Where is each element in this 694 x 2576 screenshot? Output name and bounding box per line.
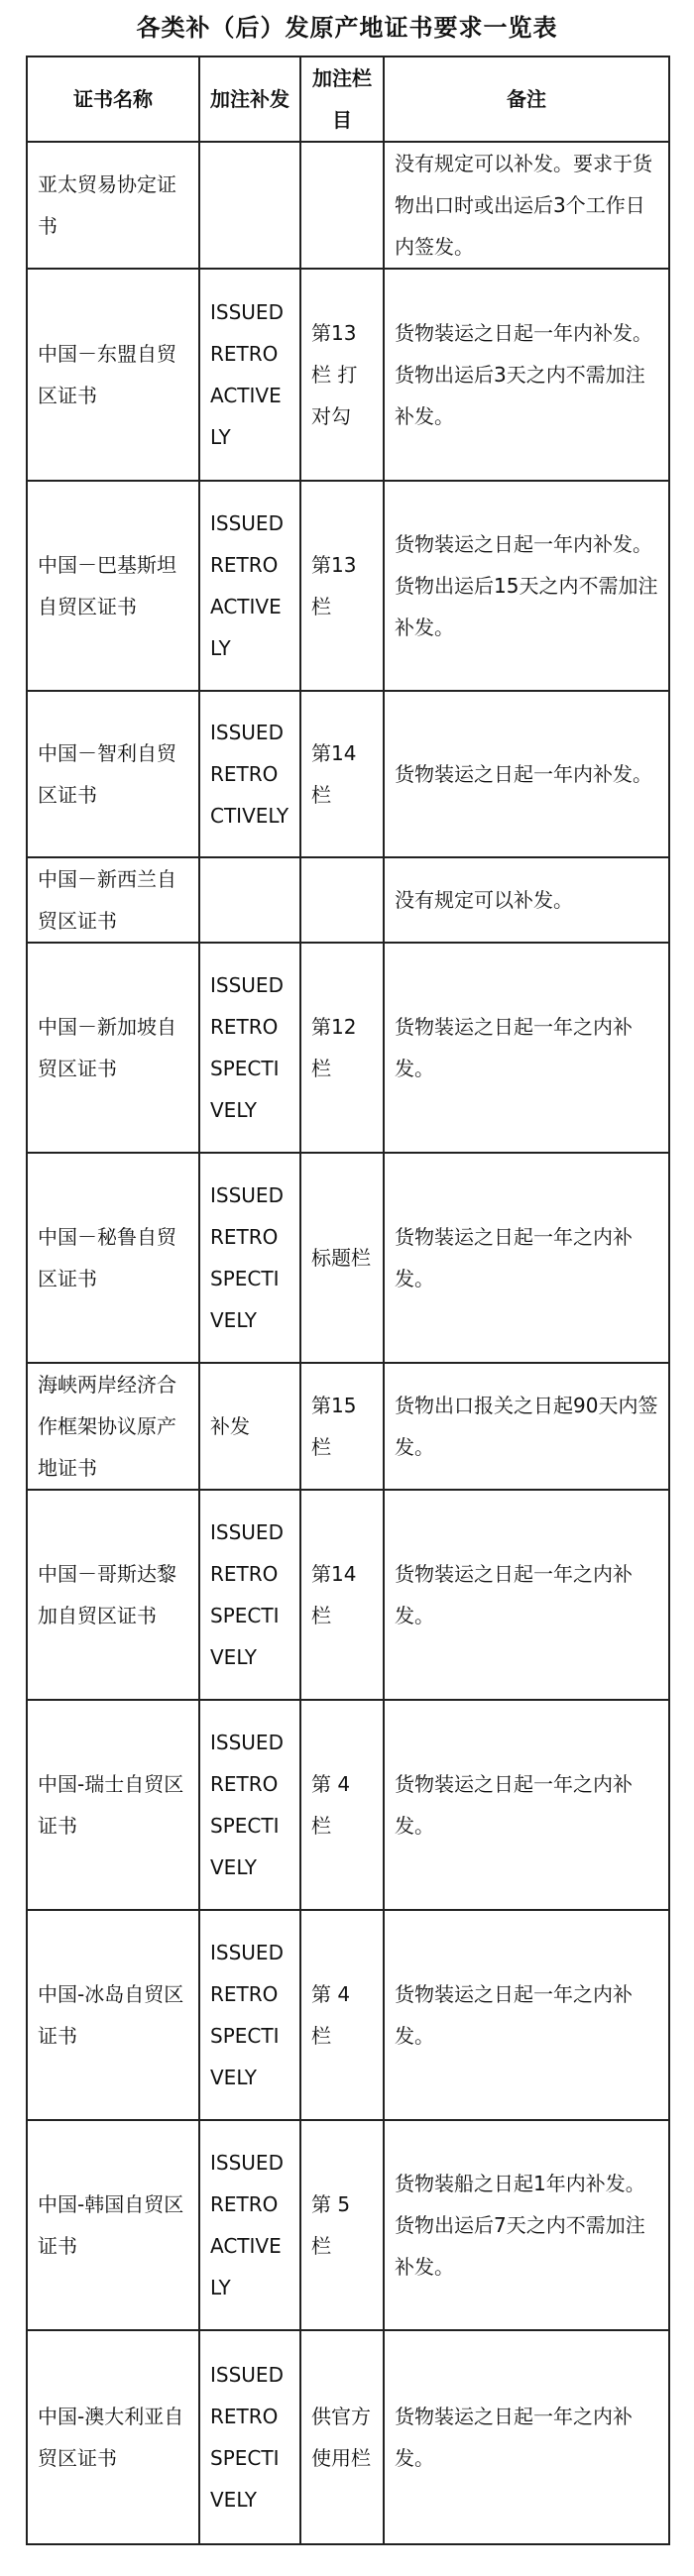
cell-annotation-column: 第 5 栏 xyxy=(300,2120,384,2330)
cell-annotation-column: 供官方使用栏 xyxy=(300,2330,384,2544)
table-row xyxy=(27,1910,669,2120)
cell-remarks: 货物装运之日起一年内补发。 xyxy=(384,691,669,857)
table-row xyxy=(27,1363,669,1490)
cell-remarks: 货物出口报关之日起90天内签发。 xyxy=(384,1363,669,1490)
cell-reissue-mark: ISSUED RETROACTIVELY xyxy=(199,269,300,481)
cell-remarks: 货物装运之日起一年之内补发。 xyxy=(384,1490,669,1700)
cell-remarks: 货物装运之日起一年之内补发。 xyxy=(384,2330,669,2544)
cell-remarks: 没有规定可以补发。 xyxy=(384,857,669,943)
header-annotation-column: 加注栏目 xyxy=(300,56,384,142)
cell-reissue-mark: ISSUED RETROCTIVELY xyxy=(199,691,300,857)
cell-certificate-name: 亚太贸易协定证书 xyxy=(27,142,199,269)
cell-annotation-column: 第13栏 打对勾 xyxy=(300,269,384,481)
cell-certificate-name: 中国－哥斯达黎加自贸区证书 xyxy=(27,1490,199,1700)
cell-annotation-column: 第 4 栏 xyxy=(300,1700,384,1910)
cell-certificate-name: 中国-瑞士自贸区证书 xyxy=(27,1700,199,1910)
cell-reissue-mark: ISSUED RETROSPECTIVELY xyxy=(199,2330,300,2544)
cell-reissue-mark: ISSUED RETROSPECTIVELY xyxy=(199,1910,300,2120)
cell-certificate-name: 中国-冰岛自贸区证书 xyxy=(27,1910,199,2120)
cell-remarks: 货物装运之日起一年内补发。货物出运后15天之内不需加注补发。 xyxy=(384,481,669,691)
cell-certificate-name: 海峡两岸经济合作框架协议原产地证书 xyxy=(27,1363,199,1490)
cell-certificate-name: 中国－秘鲁自贸区证书 xyxy=(27,1153,199,1363)
cell-reissue-mark: ISSUED RETROACTIVELY xyxy=(199,2120,300,2330)
cell-certificate-name: 中国－智利自贸区证书 xyxy=(27,691,199,857)
table-row xyxy=(27,857,669,943)
cell-annotation-column: 第12栏 xyxy=(300,943,384,1153)
table-row xyxy=(27,2330,669,2544)
cell-remarks: 货物装运之日起一年内补发。货物出运后3天之内不需加注补发。 xyxy=(384,269,669,481)
cell-remarks: 货物装运之日起一年之内补发。 xyxy=(384,1700,669,1910)
cell-remarks: 没有规定可以补发。要求于货物出口时或出运后3个工作日内签发。 xyxy=(384,142,669,269)
cell-certificate-name: 中国－新西兰自贸区证书 xyxy=(27,857,199,943)
table-row xyxy=(27,2120,669,2330)
page-title: 各类补（后）发原产地证书要求一览表 xyxy=(136,14,558,42)
table-row xyxy=(27,481,669,691)
cell-certificate-name: 中国－东盟自贸区证书 xyxy=(27,269,199,481)
table-row xyxy=(27,943,669,1153)
cell-annotation-column: 第15栏 xyxy=(300,1363,384,1490)
cell-certificate-name: 中国-澳大利亚自贸区证书 xyxy=(27,2330,199,2544)
header-remarks: 备注 xyxy=(384,56,669,142)
cell-reissue-mark xyxy=(199,857,300,943)
cell-annotation-column: 标题栏 xyxy=(300,1153,384,1363)
table-header-row xyxy=(27,56,669,142)
header-certificate-name: 证书名称 xyxy=(27,56,199,142)
cell-annotation-column xyxy=(300,142,384,269)
table-row xyxy=(27,142,669,269)
table-row xyxy=(27,691,669,857)
table-row xyxy=(27,1490,669,1700)
table-row xyxy=(27,269,669,481)
cell-remarks: 货物装运之日起一年之内补发。 xyxy=(384,1153,669,1363)
cell-annotation-column xyxy=(300,857,384,943)
cell-remarks: 货物装运之日起一年之内补发。 xyxy=(384,943,669,1153)
cell-certificate-name: 中国-韩国自贸区证书 xyxy=(27,2120,199,2330)
cell-reissue-mark: ISSUED RETROACTIVELY xyxy=(199,481,300,691)
cell-remarks: 货物装船之日起1年内补发。货物出运后7天之内不需加注补发。 xyxy=(384,2120,669,2330)
cell-reissue-mark: 补发 xyxy=(199,1363,300,1490)
cell-certificate-name: 中国－新加坡自贸区证书 xyxy=(27,943,199,1153)
cell-reissue-mark: ISSUED RETROSPECTIVELY xyxy=(199,1153,300,1363)
cell-certificate-name: 中国－巴基斯坦自贸区证书 xyxy=(27,481,199,691)
cell-annotation-column: 第14栏 xyxy=(300,691,384,857)
table-row xyxy=(27,1153,669,1363)
cell-reissue-mark: ISSUED RETROSPECTIVELY xyxy=(199,1490,300,1700)
table-row xyxy=(27,1700,669,1910)
cell-remarks: 货物装运之日起一年之内补发。 xyxy=(384,1910,669,2120)
cell-reissue-mark: ISSUED RETROSPECTIVELY xyxy=(199,1700,300,1910)
header-reissue-mark: 加注补发 xyxy=(199,56,300,142)
cell-annotation-column: 第14栏 xyxy=(300,1490,384,1700)
cell-annotation-column: 第 4 栏 xyxy=(300,1910,384,2120)
certificate-table xyxy=(26,56,670,2545)
cell-annotation-column: 第13栏 xyxy=(300,481,384,691)
cell-reissue-mark: ISSUED RETROSPECTIVELY xyxy=(199,943,300,1153)
cell-reissue-mark xyxy=(199,142,300,269)
